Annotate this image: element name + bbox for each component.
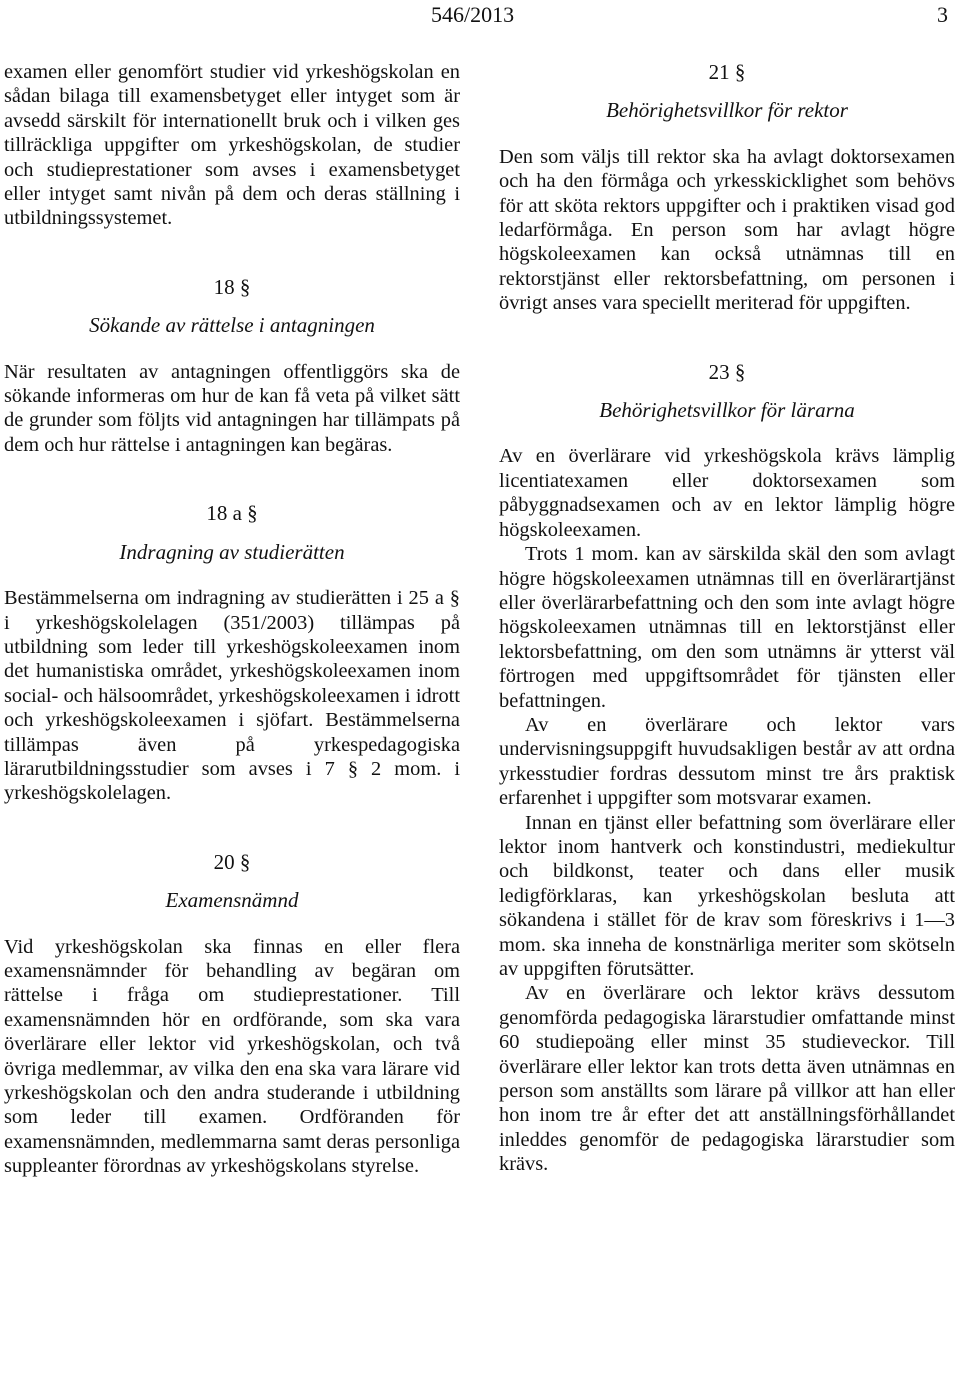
section-23-paragraph-3: Av en överlärare och lektor vars undervisningsuppgift huvudsakligen består av att ordna yrkesstudier fordras dessutom minst tre års praktisk erfarenhet i uppgifter som motsvarar examen. [499, 713, 955, 810]
section-title: Indragning av studierätten [119, 539, 345, 564]
section-number: 18 § [213, 274, 251, 299]
page-number: 3 [937, 2, 948, 27]
section-21-heading [499, 60, 955, 123]
section-21-text: Den som väljs till rektor ska ha avlagt doktorsexamen och ha den förmåga och yrkesskicklighet som behövs för att sköta rektors uppgifter och i praktiken visad god ledarförmåga. En person som har avlagt högre högskoleexamen kan också utnämnas till en rektorstjänst eller rektorsbefattning, om personen i övrigt anses vara speciellt meriterad för uppgiften. [499, 145, 955, 315]
section-23-paragraph-2: Trots 1 mom. kan av särskilda skäl den som avlagt högre högskoleexamen utnämnas till en överlärartjänst eller överlärarbefattning och den som inte avlagt högre högskoleexamen utnämnas till en lektorstjänst eller lektorsbefattning, om den som utnämns är ytterst väl förtrogen med uppgiftsområdet för tjänsten eller befattningen. [499, 543, 955, 712]
section-18-text: När resultaten av antagningen offentliggörs ska de sökande informeras om hur de kan få veta på vilket sätt de grunder som följts vid antagningen har tillämpats på dem och hur rättelse i antagningen kan begäras. [4, 360, 460, 456]
section-number: 20 § [213, 849, 251, 874]
section-number: 23 § [708, 359, 746, 384]
section-23-paragraph-1: Av en överlärare vid yrkeshögskola krävs lämplig licentiatexamen eller doktorsexamen som påbyggnadsexamen och av en lektor lämplig högre högskoleexamen. [499, 445, 955, 541]
section-18a-heading [4, 501, 460, 564]
section-title: Behörighetsvillkor för rektor [606, 98, 848, 123]
right-column [499, 60, 955, 1177]
section-title: Examensnämnd [165, 888, 299, 913]
section-23-paragraph-5: Av en överlärare och lektor krävs dessutom genomförda pedagogiska lärarstudier omfattande minst 60 studiepoäng eller minst 35 studieveckor. Till överlärare eller lektor kan trots detta även utnämnas en person som anställts som lärare på villkor att han eller hon inom tre år efter det att anställningsförhållandet inleddes genomför de pedagogiska lärarstudier som krävs. [499, 982, 955, 1176]
section-number: 18 a § [206, 501, 258, 526]
section-18a-text: Bestämmelserna om indragning av studierätten i 25 a § i yrkeshögskolelagen (351/2003) tillämpas på utbildning som leder till yrkeshögskoleexamen inom det humanistiska området, yrkeshögskoleexamen inom social- och hälsoområdet, yrkeshögskoleexamen i idrott och yrkeshögskoleexamen i sjöfart. Bestämmelserna tillämpas även på yrkespedagogiska lärarutbildningsstudier som avses i 7 § 2 mom. i yrkeshögskolelagen. [4, 587, 460, 805]
section-title: Behörighetsvillkor för lärarna [599, 398, 855, 423]
section-title: Sökande av rättelse i antagningen [89, 313, 375, 338]
section-18-heading [4, 275, 460, 338]
section-20-heading [4, 850, 460, 913]
intro-paragraph: examen eller genomfört studier vid yrkeshögskolan en sådan bilaga till examensbetyget eller intyget som är avsedd särskilt för internationellt bruk och i vilken ges tillräckliga uppgifter om yrkeshögskolan, de studier och studieprestationer som avses i examensbetyget eller intyget samt nivån på dem och deras ställning i utbildningssystemet. [4, 61, 460, 230]
document-number: 546/2013 [431, 2, 515, 27]
section-number: 21 § [708, 60, 746, 84]
section-20-text: Vid yrkeshögskolan ska finnas en eller flera examensnämnder för behandling av begäran om rättelse i fråga om studieprestationer. Till examensnämnden hör en ordförande, som ska vara överlärare eller lektor vid yrkeshögskolan, och två övriga medlemmar, av vilka den ena ska vara lärare vid yrkeshögskolan och den andra studerande i utbildning som leder till examen. Ordföranden för examensnämnden, medlemmarna samt deras personliga suppleanter förordnas av yrkeshögskolans styrelse. [4, 935, 460, 1178]
section-23-heading [499, 360, 955, 423]
section-23-paragraph-4: Innan en tjänst eller befattning som överlärare eller lektor inom hantverk och konstindustri, mediekultur och bildkonst, teater och dans eller musik ledigförklaras, kan yrkeshögskolan besluta att sökandena i stället för de krav som föreskrivs i 1—3 mom. ska inneha de konstnärliga meriter som skötseln av uppgiften förutsätter. [499, 811, 955, 980]
left-column [4, 60, 460, 1179]
page-header [0, 2, 960, 32]
